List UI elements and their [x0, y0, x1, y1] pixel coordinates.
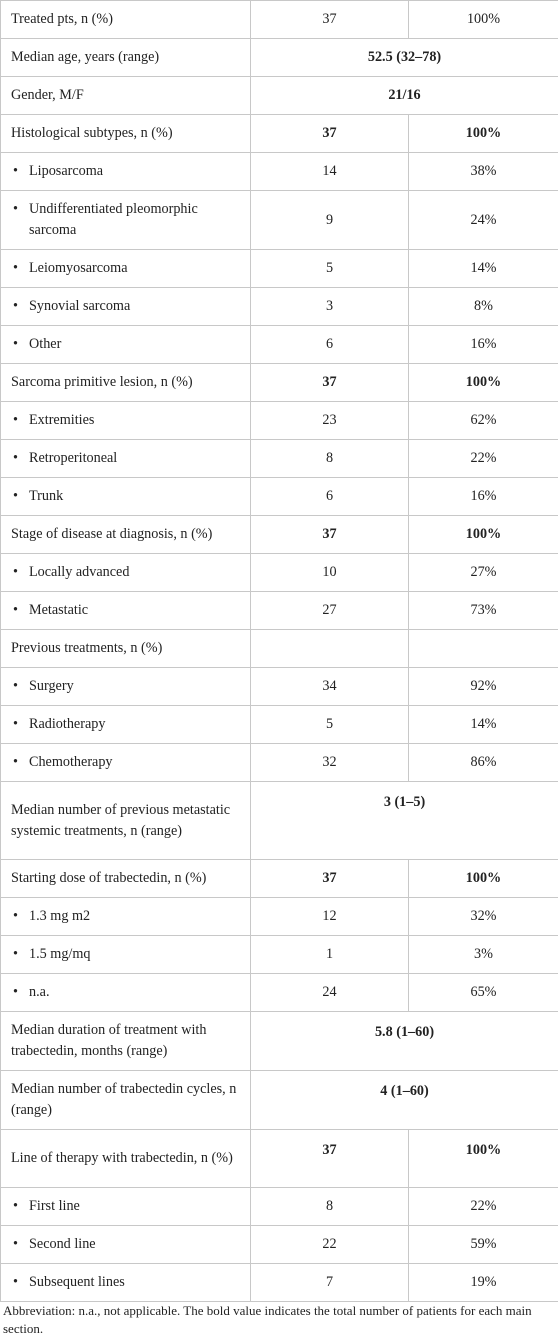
row-label: [1, 250, 251, 288]
table-row: [1, 668, 558, 706]
percent-cell: 14%: [409, 250, 558, 288]
table-row: [1, 744, 558, 782]
row-label: Starting dose of trabectedin, n (%): [1, 860, 251, 898]
row-label: [1, 153, 251, 191]
table-row: [1, 440, 558, 478]
bullet-icon: •: [13, 908, 18, 924]
count-cell: 8: [251, 440, 409, 478]
bullet-icon: •: [13, 163, 18, 179]
bullet-icon: •: [13, 946, 18, 962]
table-row: [1, 1188, 558, 1226]
table-row: [1, 974, 558, 1012]
count-cell: 9: [251, 191, 409, 250]
count-cell: [251, 630, 409, 668]
count-cell: 37: [251, 516, 409, 554]
table-row: [1, 115, 558, 153]
row-label: [1, 402, 251, 440]
row-label-text: 1.5 mg/mq: [29, 946, 91, 962]
row-label: [1, 554, 251, 592]
count-cell: 12: [251, 898, 409, 936]
count-cell: 27: [251, 592, 409, 630]
percent-cell: 3%: [409, 936, 558, 974]
row-label-text: Radiotherapy: [29, 716, 106, 732]
row-label: [1, 1264, 251, 1302]
bullet-icon: •: [13, 984, 18, 1000]
table-row: [1, 478, 558, 516]
row-label: [1, 706, 251, 744]
row-label-text: Subsequent lines: [29, 1274, 125, 1290]
bullet-icon: •: [13, 298, 18, 314]
row-label: Line of therapy with trabectedin, n (%): [1, 1130, 251, 1188]
percent-cell: 100%: [409, 516, 558, 554]
row-label-text: Locally advanced: [29, 564, 130, 580]
count-cell: 37: [251, 1, 409, 39]
bullet-icon: •: [13, 488, 18, 504]
table-row: [1, 250, 558, 288]
bullet-icon: •: [13, 336, 18, 352]
row-label-text: First line: [29, 1198, 80, 1214]
table-row: [1, 1, 558, 39]
table-row: [1, 1264, 558, 1302]
table-row: [1, 288, 558, 326]
count-cell: 14: [251, 153, 409, 191]
percent-cell: 22%: [409, 440, 558, 478]
count-cell: 34: [251, 668, 409, 706]
percent-cell: 62%: [409, 402, 558, 440]
row-label: [1, 936, 251, 974]
table-row: [1, 1071, 558, 1130]
table-row: [1, 706, 558, 744]
row-label-text: Other: [29, 336, 62, 352]
percent-cell: 100%: [409, 1, 558, 39]
row-label-text: Surgery: [29, 678, 74, 694]
count-cell: 37: [251, 1130, 409, 1188]
percent-cell: 92%: [409, 668, 558, 706]
row-label: Stage of disease at diagnosis, n (%): [1, 516, 251, 554]
merged-value-cell: 4 (1–60): [251, 1071, 558, 1130]
bullet-icon: •: [13, 412, 18, 428]
count-cell: 8: [251, 1188, 409, 1226]
row-label-text: Metastatic: [29, 602, 89, 618]
row-label: [1, 326, 251, 364]
count-cell: 7: [251, 1264, 409, 1302]
percent-cell: 19%: [409, 1264, 558, 1302]
row-label-text: n.a.: [29, 984, 50, 1000]
count-cell: 32: [251, 744, 409, 782]
table-row: [1, 153, 558, 191]
table-row: [1, 592, 558, 630]
row-label: [1, 668, 251, 706]
count-cell: 24: [251, 974, 409, 1012]
table-row: [1, 782, 558, 860]
table-row: [1, 77, 558, 115]
table-row: [1, 516, 558, 554]
row-label-text: Synovial sarcoma: [29, 298, 131, 314]
percent-cell: 32%: [409, 898, 558, 936]
count-cell: 37: [251, 860, 409, 898]
count-cell: 6: [251, 326, 409, 364]
row-label-text: Trunk: [29, 488, 64, 504]
percent-cell: [409, 630, 558, 668]
percent-cell: 100%: [409, 364, 558, 402]
row-label-text: Second line: [29, 1236, 96, 1252]
row-label: [1, 898, 251, 936]
row-label: Gender, M/F: [1, 77, 251, 115]
row-label-text: Chemotherapy: [29, 754, 113, 770]
table-row: [1, 1226, 558, 1264]
count-cell: 5: [251, 250, 409, 288]
percent-cell: 22%: [409, 1188, 558, 1226]
row-label: [1, 288, 251, 326]
table-row: [1, 191, 558, 250]
row-label: Previous treatments, n (%): [1, 630, 251, 668]
row-label: [1, 191, 251, 250]
percent-cell: 14%: [409, 706, 558, 744]
row-label: Median number of trabectedin cycles, n (range): [1, 1071, 251, 1130]
percent-cell: 100%: [409, 115, 558, 153]
bullet-icon: •: [13, 754, 18, 770]
bullet-icon: •: [13, 1236, 18, 1252]
row-label: [1, 744, 251, 782]
percent-cell: 73%: [409, 592, 558, 630]
table-row: [1, 402, 558, 440]
count-cell: 23: [251, 402, 409, 440]
bullet-icon: •: [13, 716, 18, 732]
count-cell: 5: [251, 706, 409, 744]
bullet-icon: •: [13, 201, 18, 217]
table-row: [1, 860, 558, 898]
table-row: [1, 364, 558, 402]
percent-cell: 100%: [409, 860, 558, 898]
row-label: [1, 440, 251, 478]
row-label-text: Liposarcoma: [29, 163, 104, 179]
row-label-text: Extremities: [29, 412, 95, 428]
table-row: [1, 1130, 558, 1188]
row-label-text: 1.3 mg m2: [29, 908, 91, 924]
row-label: Median duration of treatment with trabectedin, months (range): [1, 1012, 251, 1071]
table-row: [1, 39, 558, 77]
row-label: [1, 592, 251, 630]
merged-value-cell: 52.5 (32–78): [251, 39, 558, 77]
merged-value-cell: 5.8 (1–60): [251, 1012, 558, 1071]
bullet-icon: •: [13, 1198, 18, 1214]
row-label: Median age, years (range): [1, 39, 251, 77]
row-label-text: Undifferentiated pleomorphic sarcoma: [29, 201, 198, 238]
percent-cell: 86%: [409, 744, 558, 782]
table-row: [1, 630, 558, 668]
percent-cell: 59%: [409, 1226, 558, 1264]
row-label: Treated pts, n (%): [1, 1, 251, 39]
table-row: [1, 936, 558, 974]
table-row: [1, 898, 558, 936]
count-cell: 37: [251, 364, 409, 402]
count-cell: 10: [251, 554, 409, 592]
bullet-icon: •: [13, 678, 18, 694]
count-cell: 37: [251, 115, 409, 153]
percent-cell: 16%: [409, 478, 558, 516]
bullet-icon: •: [13, 564, 18, 580]
row-label-text: Leiomyosarcoma: [29, 260, 128, 276]
percent-cell: 27%: [409, 554, 558, 592]
table-footnote: Abbreviation: n.a., not applicable. The bold value indicates the total number of patients for each main section.: [3, 1303, 532, 1336]
row-label: Sarcoma primitive lesion, n (%): [1, 364, 251, 402]
count-cell: 22: [251, 1226, 409, 1264]
table-row: [1, 326, 558, 364]
count-cell: 3: [251, 288, 409, 326]
bullet-icon: •: [13, 260, 18, 276]
percent-cell: 100%: [409, 1130, 558, 1188]
count-cell: 6: [251, 478, 409, 516]
row-label: Median number of previous metastatic systemic treatments, n (range): [1, 782, 251, 860]
row-label-text: Retroperitoneal: [29, 450, 118, 466]
bullet-icon: •: [13, 1274, 18, 1290]
row-label: [1, 1188, 251, 1226]
table-row: [1, 1012, 558, 1071]
merged-value-cell: 3 (1–5): [251, 782, 558, 860]
merged-value-cell: 21/16: [251, 77, 558, 115]
row-label: [1, 1226, 251, 1264]
percent-cell: 65%: [409, 974, 558, 1012]
row-label: Histological subtypes, n (%): [1, 115, 251, 153]
count-cell: 1: [251, 936, 409, 974]
percent-cell: 38%: [409, 153, 558, 191]
bullet-icon: •: [13, 450, 18, 466]
percent-cell: 24%: [409, 191, 558, 250]
row-label: [1, 974, 251, 1012]
percent-cell: 8%: [409, 288, 558, 326]
percent-cell: 16%: [409, 326, 558, 364]
row-label: [1, 478, 251, 516]
bullet-icon: •: [13, 602, 18, 618]
table-row: [1, 554, 558, 592]
